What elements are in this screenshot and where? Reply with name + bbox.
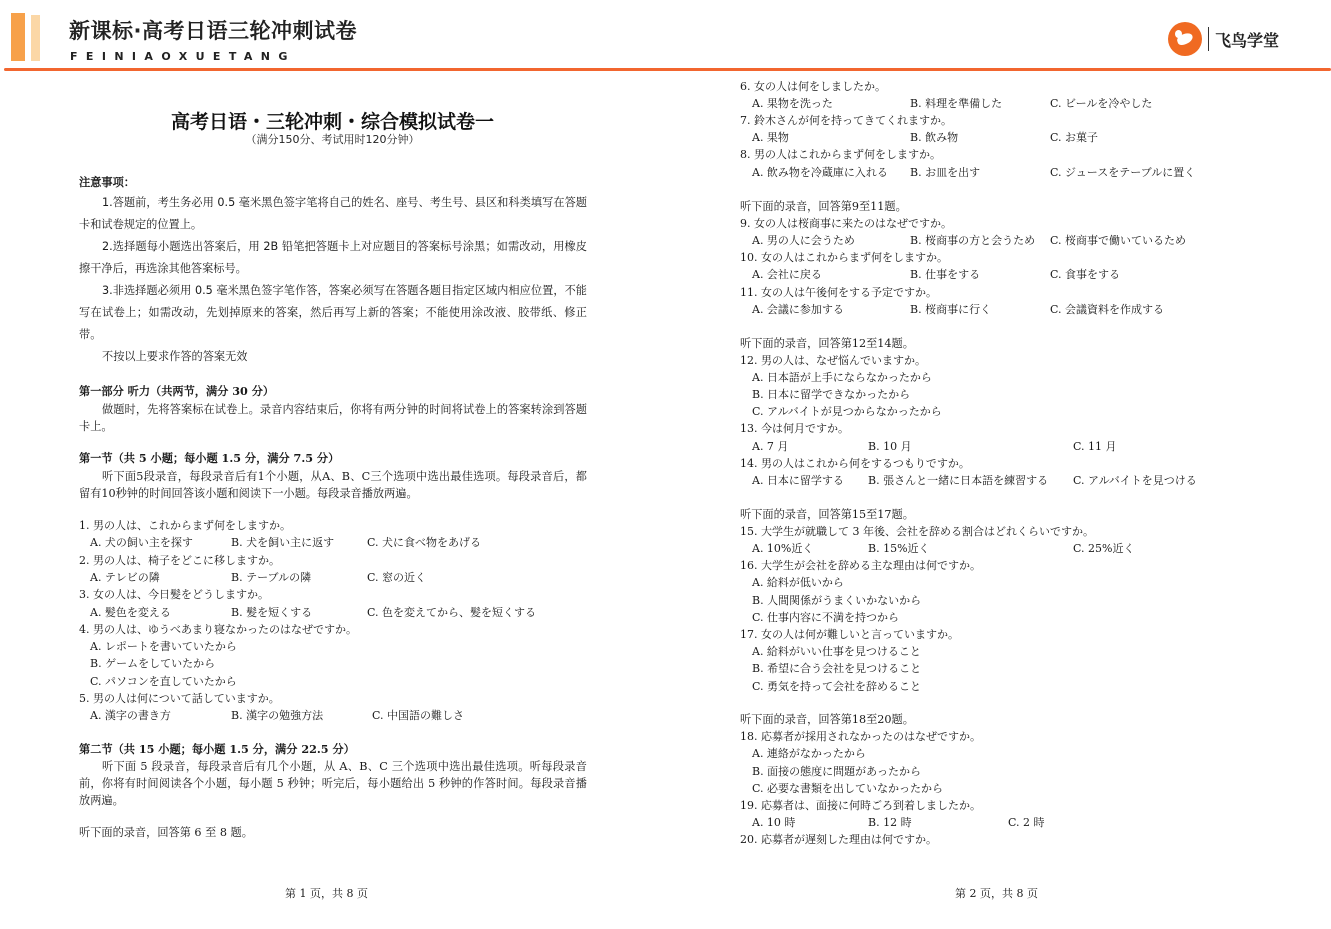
page-number-2: 第 2 页，共 8 页: [955, 887, 1038, 900]
question-10: 10. 女の人はこれからまず何をしますか。: [740, 251, 948, 264]
option-15c: C. 25%近く: [1073, 542, 1135, 555]
notice-item-2: 2.选择题每小题选出答案后，用 2B 铅笔把答题卡上对应题目的答案标号涂黑；如需改动，用橡皮擦干净后，再选涂其他答案标号。: [79, 240, 587, 275]
option-1a: A. 犬の飼い主を探す: [90, 536, 193, 549]
option-13c: C. 11 月: [1073, 440, 1117, 453]
page-1: [0, 74, 665, 929]
option-6b: B. 料理を準備した: [910, 97, 1003, 110]
logo-divider: [1208, 27, 1209, 51]
option-9a: A. 男の人に会うため: [752, 234, 855, 247]
question-20: 20. 応募者が遅刻した理由は何ですか。: [740, 833, 937, 846]
header-accent-bar-light-icon: [31, 15, 40, 61]
option-9c: C. 桜商事で働いているため: [1050, 234, 1187, 247]
series-subtitle: FEINIAOXUETANG: [70, 50, 296, 63]
header-divider-line: [4, 68, 1331, 71]
option-10c: C. 食事をする: [1050, 268, 1121, 281]
option-18b: B. 面接の態度に問題があったから: [752, 765, 921, 778]
option-8c: C. ジュースをテーブルに置く: [1050, 166, 1196, 179]
listen-instruction-12-14: 听下面的录音，回答第12至14题。: [740, 337, 914, 350]
option-2c: C. 窓の近く: [367, 571, 427, 584]
option-1b: B. 犬を飼い主に返す: [231, 536, 335, 549]
notice-heading: 注意事项：: [79, 176, 135, 189]
option-3c: C. 色を変えてから、髪を短くする: [367, 606, 537, 619]
listen-instruction-18-20: 听下面的录音，回答第18至20题。: [740, 713, 914, 726]
option-10b: B. 仕事をする: [910, 268, 981, 281]
question-5: 5. 男の人は何について話していますか。: [79, 692, 280, 705]
option-12a: A. 日本語が上手にならなかったから: [752, 371, 932, 384]
question-16: 16. 大学生が会社を辞める主な理由は何ですか。: [740, 559, 981, 572]
document-header: [0, 0, 1331, 74]
page-number-1: 第 1 页，共 8 页: [285, 887, 368, 900]
question-3: 3. 女の人は、今日髪をどうしますか。: [79, 588, 269, 601]
listen-instruction-9-11: 听下面的录音，回答第9至11题。: [740, 200, 907, 213]
notice-item-1: 1.答题前，考生务必用 0.5 毫米黑色签字笔将自己的姓名、座号、考生号、县区和科类填写在答题卡和试卷规定的位置上。: [79, 196, 587, 231]
option-15a: A. 10%近く: [752, 542, 814, 555]
question-11: 11. 女の人は午後何をする予定ですか。: [740, 286, 937, 299]
question-6: 6. 女の人は何をしましたか。: [740, 80, 886, 93]
option-5a: A. 漢字の書き方: [90, 709, 171, 722]
option-4a: A. レポートを書いていたから: [90, 640, 237, 653]
part1-description: 做题时，先将答案标在试卷上。录音内容结束后，你将有两分钟的时间将试卷上的答案转涂到答题卡上。: [79, 403, 587, 433]
exam-subtitle: （满分150分、考试用时120分钟）: [245, 133, 420, 146]
page-2: [665, 74, 1331, 929]
question-13: 13. 今は何月ですか。: [740, 422, 849, 435]
question-18: 18. 応募者が採用されなかったのはなぜですか。: [740, 730, 981, 743]
option-8a: A. 飲み物を冷蔵庫に入れる: [752, 166, 888, 179]
header-accent-bar-icon: [11, 13, 25, 61]
option-19c: C. 2 時: [1008, 816, 1045, 829]
question-7: 7. 鈴木さんが何を持ってきてくれますか。: [740, 114, 952, 127]
question-19: 19. 応募者は、面接に何時ごろ到着しましたか。: [740, 799, 981, 812]
section2-heading: 第二节（共 15 小题；每小题 1.5 分，满分 22.5 分）: [79, 742, 355, 756]
listen-instruction-15-17: 听下面的录音，回答第15至17题。: [740, 508, 914, 521]
brand-name: 飞鸟学堂: [1215, 30, 1280, 50]
section1-description: 听下面5段录音，每段录音后有1个小题，从A、B、C三个选项中选出最佳选项。每段录音后，都留有10秒钟的时间回答该小题和阅读下一小题。每段录音播放两遍。: [79, 470, 587, 500]
option-10a: A. 会社に戻る: [752, 268, 822, 281]
listen-instruction-6-8: 听下面的录音，回答第 6 至 8 题。: [79, 826, 253, 839]
option-16b: B. 人間関係がうまくいかないから: [752, 594, 922, 607]
option-18c: C. 必要な書類を出していなかったから: [752, 782, 944, 795]
option-11b: B. 桜商事に行く: [910, 303, 992, 316]
option-2b: B. テーブルの隣: [231, 571, 312, 584]
question-4: 4. 男の人は、ゆうべあまり寝なかったのはなぜですか。: [79, 623, 357, 636]
section2-description: 听下面 5 段录音，每段录音后有几个小题，从 A、B、C 三个选项中选出最佳选项。听每段录音前，你将有时间阅读各个小题，每小题 5 秒钟；听完后，每小题给出 5 秒钟的作答时间。每段录音播放两遍。: [79, 760, 587, 807]
option-7b: B. 飲み物: [910, 131, 959, 144]
part1-heading: 第一部分 听力（共两节，满分 30 分）: [79, 384, 275, 398]
section1-heading: 第一节（共 5 小题；每小题 1.5 分，满分 7.5 分）: [79, 451, 340, 465]
question-14: 14. 男の人はこれから何をするつもりですか。: [740, 457, 970, 470]
exam-title: 高考日语・三轮冲刺・综合模拟试卷一: [170, 111, 494, 133]
question-17: 17. 女の人は何が難しいと言っていますか。: [740, 628, 959, 641]
option-14a: A. 日本に留学する: [752, 474, 844, 487]
question-1: 1. 男の人は、これからまず何をしますか。: [79, 519, 291, 532]
option-9b: B. 桜商事の方と会うため: [910, 234, 1036, 247]
option-1c: C. 犬に食べ物をあげる: [367, 536, 482, 549]
option-14b: B. 張さんと一緒に日本語を練習する: [868, 474, 1049, 487]
option-17c: C. 勇気を持って会社を辞めること: [752, 680, 922, 693]
brand-logo: [1168, 22, 1279, 56]
option-11c: C. 会議資料を作成する: [1050, 303, 1165, 316]
question-12: 12. 男の人は、なぜ悩んでいますか。: [740, 354, 926, 367]
option-3b: B. 髪を短くする: [231, 606, 313, 619]
option-7c: C. お菓子: [1050, 131, 1099, 144]
option-13b: B. 10 月: [868, 440, 912, 453]
option-16a: A. 給料が低いから: [752, 576, 844, 589]
question-2: 2. 男の人は、椅子をどこに移しますか。: [79, 554, 280, 567]
option-11a: A. 会議に参加する: [752, 303, 844, 316]
question-8: 8. 男の人はこれからまず何をしますか。: [740, 148, 941, 161]
option-6a: A. 果物を洗った: [752, 97, 833, 110]
option-5b: B. 漢字の勉強方法: [231, 709, 324, 722]
option-19a: A. 10 時: [752, 816, 796, 829]
option-3a: A. 髪色を変える: [90, 606, 171, 619]
option-16c: C. 仕事内容に不満を持つから: [752, 611, 900, 624]
option-18a: A. 連絡がなかったから: [752, 747, 866, 760]
option-7a: A. 果物: [752, 131, 789, 144]
option-4c: C. パソコンを直していたから: [90, 675, 237, 688]
option-17b: B. 希望に合う会社を見つけること: [752, 662, 922, 675]
option-14c: C. アルバイトを見つける: [1073, 474, 1197, 487]
option-4b: B. ゲームをしていたから: [90, 657, 216, 670]
option-15b: B. 15%近く: [868, 542, 930, 555]
bird-logo-icon: [1168, 22, 1202, 56]
question-15: 15. 大学生が就職して 3 年後、会社を辞める割合はどれくらいですか。: [740, 525, 1094, 538]
option-12b: B. 日本に留学できなかったから: [752, 388, 911, 401]
notice-item-3: 3.非选择题必须用 0.5 毫米黑色签字笔作答，答案必须写在答题各题目指定区域内相应位置，不能写在试卷上；如需改动，先划掉原来的答案，然后再写上新的答案；不能使用涂改液、胶带纸、修正带。: [79, 284, 587, 341]
series-title: 新课标·高考日语三轮冲刺试卷: [69, 19, 357, 43]
question-9: 9. 女の人は桜商事に来たのはなぜですか。: [740, 217, 952, 230]
option-13a: A. 7 月: [752, 440, 789, 453]
option-6c: C. ビールを冷やした: [1050, 97, 1153, 110]
option-19b: B. 12 時: [868, 816, 912, 829]
option-17a: A. 給料がいい仕事を見つけること: [752, 645, 921, 658]
option-8b: B. お皿を出す: [910, 166, 981, 179]
option-12c: C. アルバイトが見つからなかったから: [752, 405, 942, 418]
option-5c: C. 中国語の難しさ: [372, 709, 465, 722]
option-2a: A. テレビの隣: [90, 571, 160, 584]
notice-item-4: 不按以上要求作答的答案无效: [102, 350, 248, 363]
